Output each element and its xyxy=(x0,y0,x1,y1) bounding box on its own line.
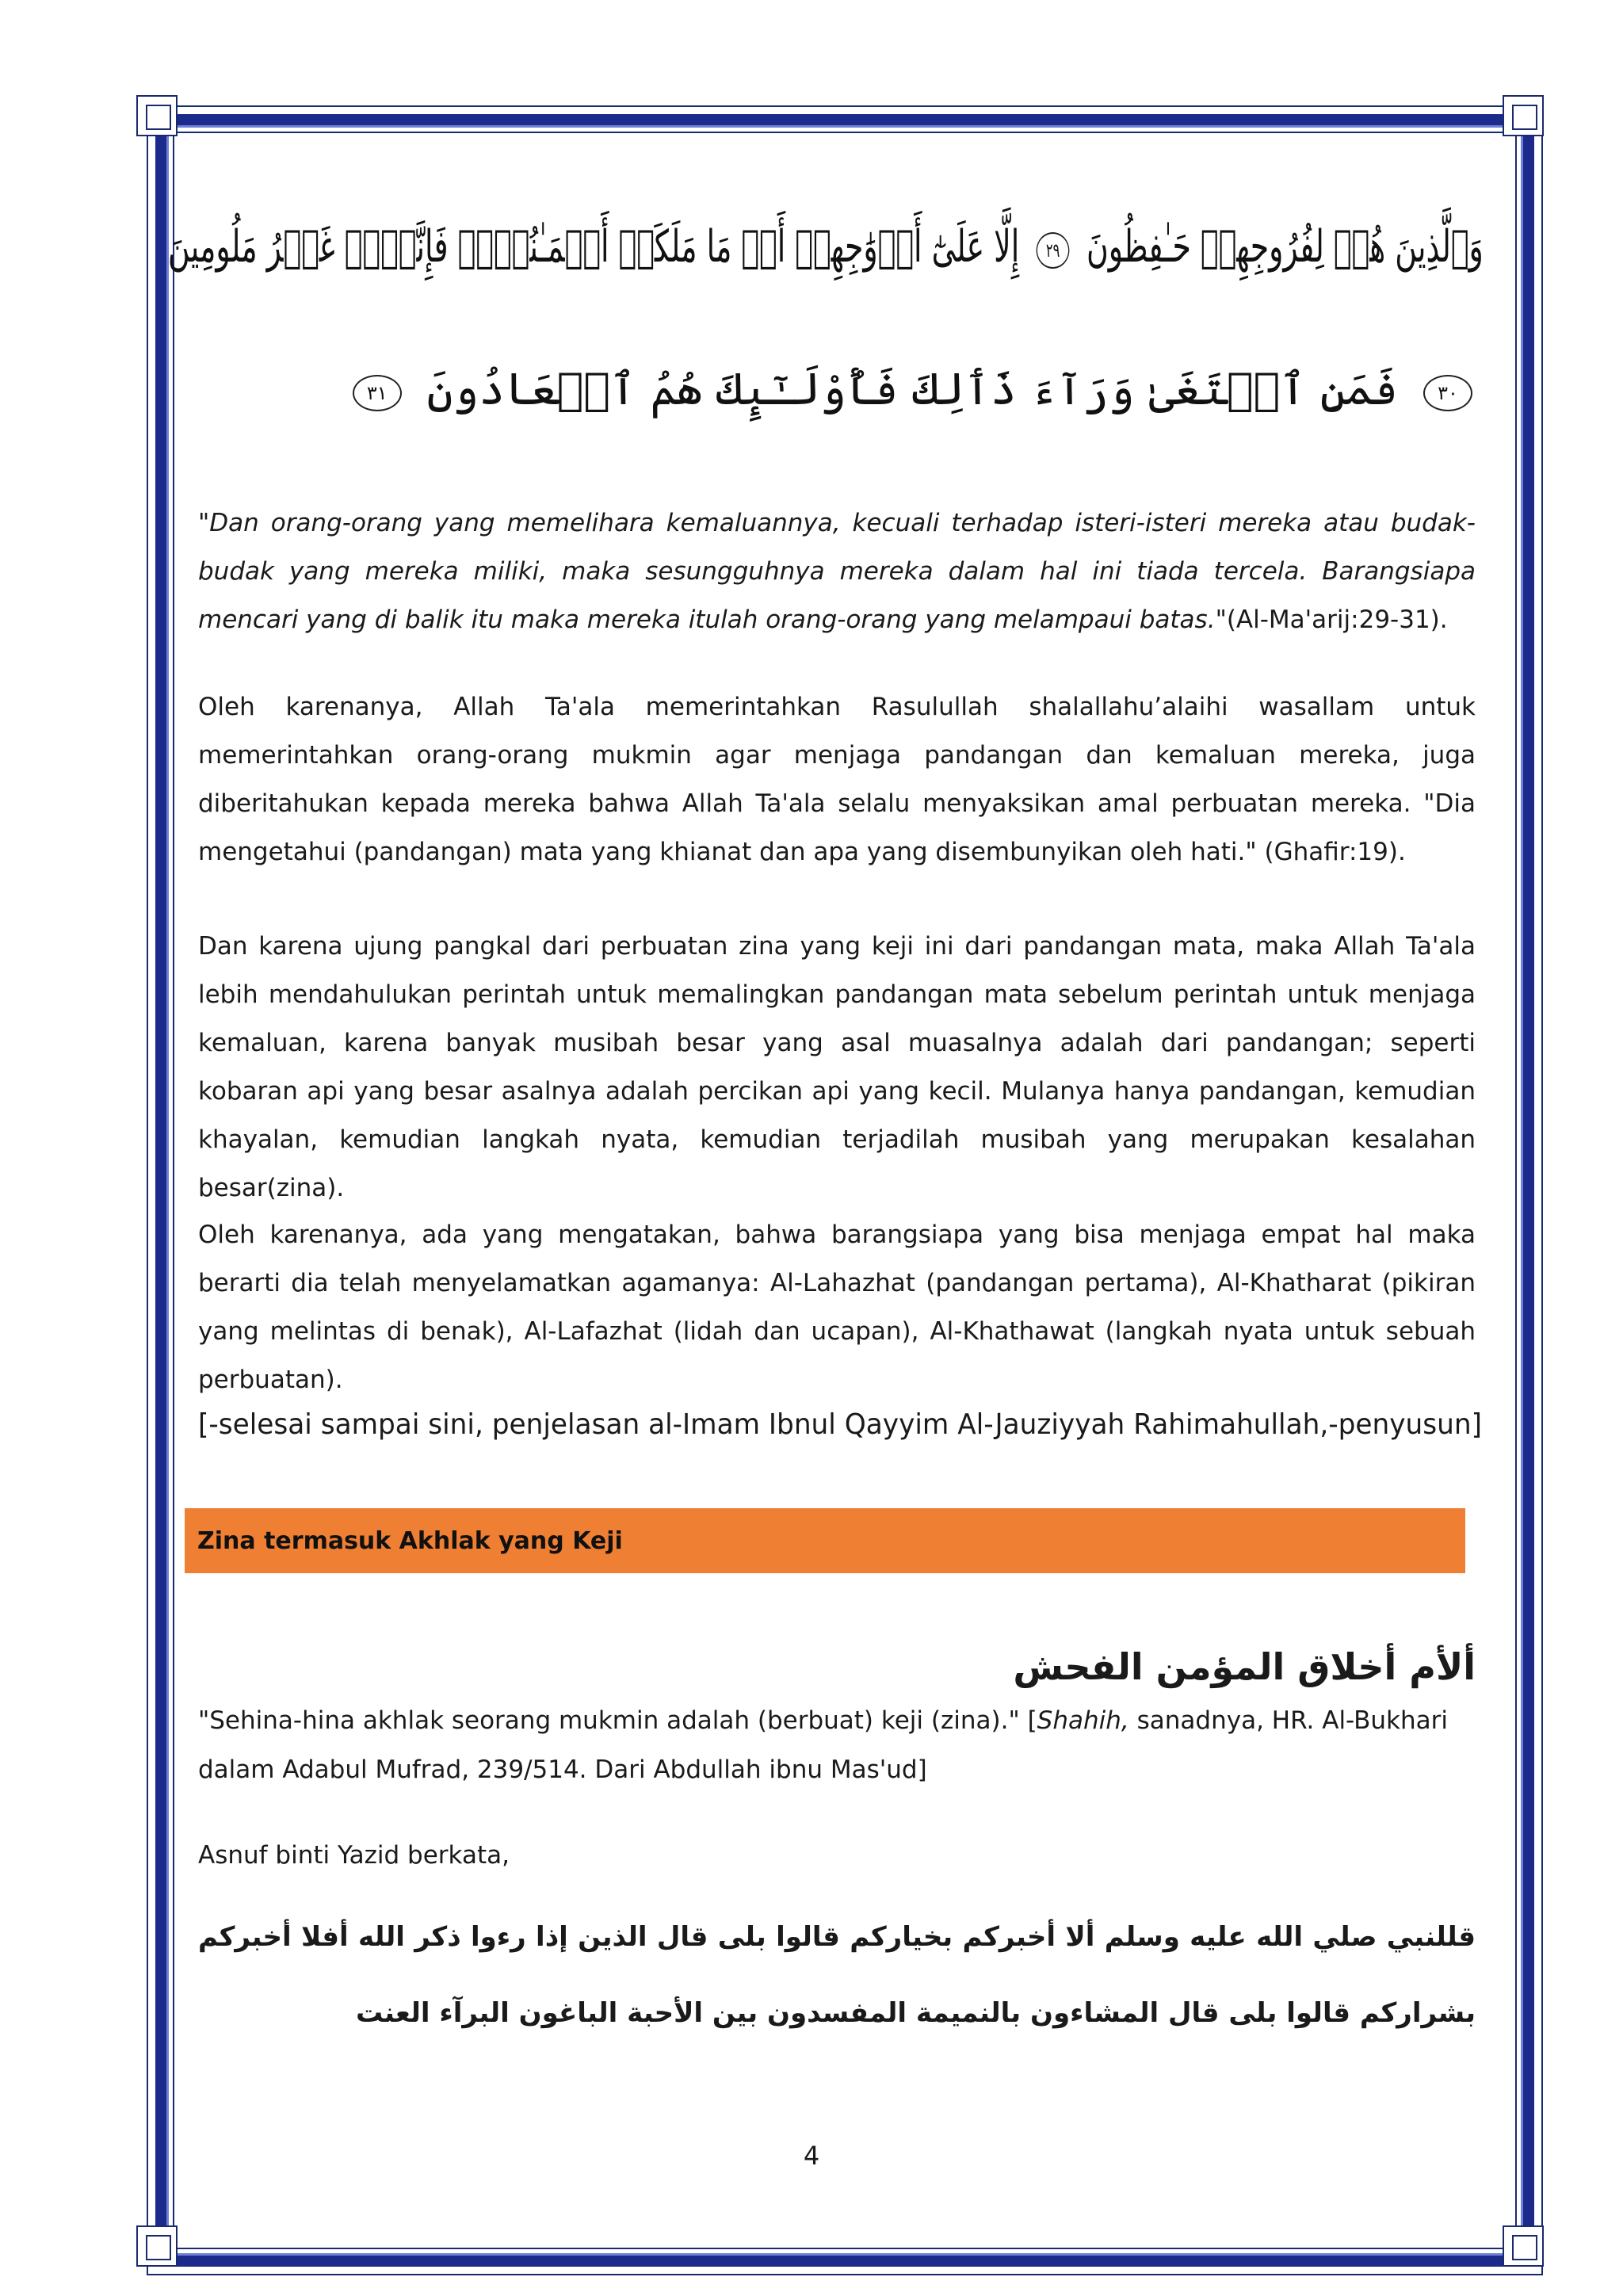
body-paragraph: Oleh karenanya, ada yang mengatakan, bahwa barangsiapa yang bisa menjaga empat hal maka berarti dia telah menyelamatkan agamanya: Al-Lahazhat (pandangan pertama), Al-Khatharat (pikiran yang melintas di benak), Al-Lafazhat (lidah dan ucapan), Al-Khathawat (langkah nyata untuk sebuah perbuatan). xyxy=(198,1221,1476,1394)
narration-arabic: قللنبي صلي الله عليه وسلم ألا أخبركم بخياركم قالوا بلى قال الذين إذا رءوا ذكر الله أفلا أخبركم بشراركم قالوا بلى قال المشاءون بالنميمة المفسدون بين الأحبة الباغون البرآء العنت xyxy=(198,1921,1476,2029)
translation-italic: Dan orang-orang yang memelihara kemaluannya, kecuali terhadap isteri-isteri mereka atau budak-budak yang mereka miliki, maka sesungguhnya mereka dalam hal ini tiada tercela. Barangsiapa mencari yang di balik itu maka mereka itulah orang-orang yang melampaui batas. xyxy=(198,509,1476,634)
hadith-translation: "Sehina-hina akhlak seorang mukmin adalah (berbuat) keji (zina)." [Shahih, sanadnya, HR. Al-Bukhari dalam Adabul Mufrad, 239/514. Dari Abdullah ibnu Mas'ud] xyxy=(198,1706,1449,1784)
quran-verse-line-2 xyxy=(342,358,1484,422)
border-corner-ornament xyxy=(136,2225,178,2267)
ayah-number-marker: ٣١ xyxy=(353,375,402,411)
verse-translation: "Dan orang-orang yang memelihara kemaluannya, kecuali terhadap isteri-isteri mereka atau budak-budak yang mereka miliki, maka sesungguhnya mereka dalam hal ini tiada tercela. Barangsiapa mencari yang di balik itu maka mereka itulah orang-orang yang melampaui batas."(Al-Ma'arij:29-31). xyxy=(198,509,1476,634)
border-corner-ornament xyxy=(1503,95,1544,136)
page-number: 4 xyxy=(803,2141,820,2171)
closing-note: [-selesai sampai sini, penjelasan al-Imam Ibnul Qayyim Al-Jauziyyah Rahimahullah,-penyusun] xyxy=(198,1408,1483,1441)
border-corner-ornament xyxy=(136,95,178,136)
border-corner-ornament xyxy=(1503,2225,1544,2267)
translation-reference: "(Al-Ma'arij:29-31). xyxy=(1215,606,1448,634)
narration-intro: Asnuf binti Yazid berkata, xyxy=(198,1841,510,1870)
ayah-number-marker: ٣٠ xyxy=(1423,375,1472,411)
verse-text: وَٱلَّذِينَ هُمۡ لِفُرُوجِهِمۡ حَـٰفِظُونَ xyxy=(1086,221,1484,273)
verse-text: إِلَّا عَلَىٰٓ أَزۡوَٰجِهِمۡ أَوۡ مَا مَلَكَتۡ أَيۡمَـٰنُہُمۡ فَإِنَّہُمۡ غَيۡرُ مَلُومِينَ xyxy=(168,221,1020,273)
body-paragraph: Oleh karenanya, Allah Ta'ala memerintahkan Rasulullah shalallahu’alaihi wasallam untuk memerintahkan orang-orang mukmin agar menjaga pandangan dan kemaluan mereka, juga diberitahukan kepada mereka bahwa Allah Ta'ala selalu menyaksikan amal perbuatan mereka. "Dia mengetahui (pandangan) mata yang khianat dan apa yang disembunyikan oleh hati." (Ghafir:19). xyxy=(198,693,1476,866)
quran-verse-line-1 xyxy=(168,216,1484,279)
verse-text: فَمَنِ ٱبۡتَغَىٰ وَرَآءَ ذَٲلِكَ فَأُوْلَـٰٓٮِٕكَ هُمُ ٱلۡعَادُونَ xyxy=(426,364,1399,415)
ayah-number-marker: ٢٩ xyxy=(1037,232,1070,269)
section-heading: Zina termasuk Akhlak yang Keji xyxy=(197,1526,623,1555)
hadith-arabic: ألأم أخلاق المؤمن الفحش xyxy=(1013,1645,1476,1688)
section-heading-bar xyxy=(185,1508,1465,1573)
body-paragraph: Dan karena ujung pangkal dari perbuatan zina yang keji ini dari pandangan mata, maka Allah Ta'ala lebih mendahulukan perintah untuk memalingkan pandangan mata sebelum perintah untuk menjaga kemaluan, karena banyak musibah besar yang asal muasalnya adalah dari pandangan; seperti kobaran api yang besar asalnya adalah percikan api yang kecil. Mulanya hanya pandangan, kemudian khayalan, kemudian langkah nyata, kemudian terjadilah musibah yang merupakan kesalahan besar(zina). xyxy=(198,932,1476,1202)
